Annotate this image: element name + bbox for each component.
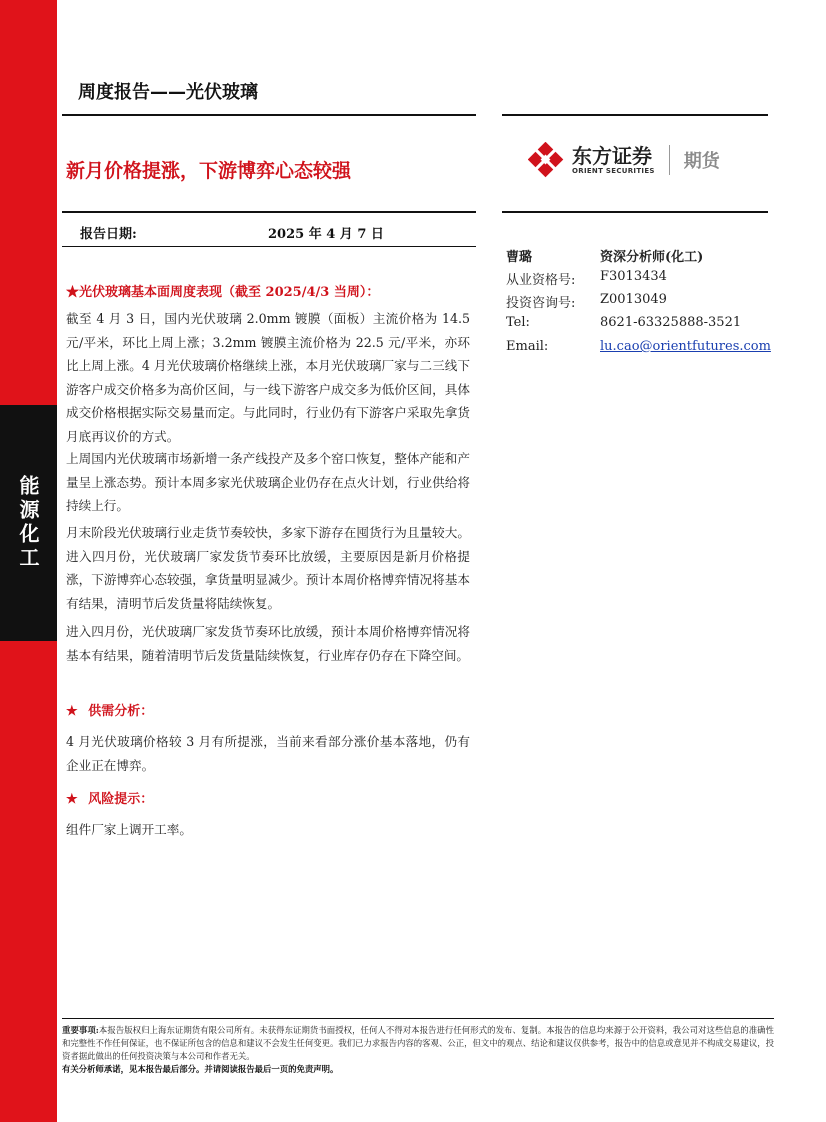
logo-wordmark: [572, 145, 655, 175]
sidebar-category-label: 能源化工: [16, 475, 40, 571]
fundamentals-paragraph-3: 月末阶段光伏玻璃行业走货节奏较快，多家下游存在囤货行为且量较大。进入四月份，光伏玻璃厂家发货节奏环比放缓，主要原因是新月价格提涨，下游博弈心态较强，拿货量明显减少。预计本周价格博弈情况将基本有结果，清明节后发货量将陆续恢复。: [66, 525, 470, 611]
analyst-consult-value: Z0013049: [600, 292, 667, 307]
fundamentals-paragraph-2: 上周国内光伏玻璃市场新增一条产线投产及多个窑口恢复，整体产能和产量呈上涨态势。预计本周多家光伏玻璃企业仍存在点火计划，行业供给将持续上行。: [66, 451, 470, 513]
footer-analyst-note: 有关分析师承诺，见本报告最后部分。并请阅读报告最后一页的免责声明。: [62, 1064, 339, 1074]
orient-diamond-logo-icon: [528, 142, 564, 178]
footer-disclaimer: [62, 1024, 774, 1063]
analyst-tel-value: 8621-63325888-3521: [600, 315, 742, 330]
logo-brand-cn: 东方证券: [572, 144, 652, 168]
analyst-license-label: 从业资格号:: [506, 273, 576, 288]
analyst-consult-label: 投资咨询号:: [506, 296, 576, 311]
report-date-label: 报告日期:: [80, 227, 137, 242]
date-rule-top-left: [62, 211, 476, 213]
analyst-license-value: F3013434: [600, 269, 667, 284]
logo-brand-en: ORIENT SECURITIES: [572, 167, 655, 175]
risk-paragraph: 组件厂家上调开工率。: [66, 822, 192, 837]
risk-heading: [66, 788, 153, 807]
star-icon: ★: [66, 704, 78, 719]
company-logo: [528, 142, 720, 178]
footer-text: 本报告版权归上海东证期货有限公司所有。未获得东证期货书面授权，任何人不得对本报告进行任何形式的发布、复制。本报告的信息均来源于公开资料，我公司对这些信息的准确性和完整性不作任何保证，也不保证所包含的信息和建议不会发生任何变更。我们已力求报告内容的客观、公正，但文中的观点、结论和建议仅供参考，报告中的信息或意见并不构成交易建议，投资者据此做出的任何投资决策与本公司和作者无关。: [62, 1025, 775, 1061]
logo-division: 期货: [683, 151, 720, 172]
supply-demand-heading-text: 供需分析：: [88, 704, 154, 719]
date-rule-top-right: [502, 211, 768, 213]
supply-demand-heading: [66, 700, 153, 719]
star-icon: ★: [66, 792, 78, 807]
fundamentals-heading: ★光伏玻璃基本面周度表现（截至 2025/4/3 当周）：: [66, 285, 380, 300]
report-date-value: 2025 年 4 月 7 日: [268, 227, 384, 242]
report-type-title: 周度报告——光伏玻璃: [78, 82, 258, 103]
fundamentals-paragraph-4: 进入四月份，光伏玻璃厂家发货节奏环比放缓，预计本周价格博弈情况将基本有结果，随着清明节后发货量陆续恢复，行业库存仍存在下降空间。: [66, 624, 470, 663]
supply-demand-paragraph: 4 月光伏玻璃价格较 3 月有所提涨，当前来看部分涨价基本落地，仍有企业正在博弈。: [66, 734, 470, 773]
report-headline: 新月价格提涨，下游博弈心态较强: [66, 160, 352, 182]
date-rule-bottom: [62, 246, 476, 247]
header-rule-right: [502, 114, 768, 116]
analyst-email-label: Email:: [506, 339, 549, 354]
analyst-title: 资深分析师(化工): [600, 250, 704, 265]
analyst-name: 曹璐: [506, 250, 533, 265]
header-rule-left: [62, 114, 476, 116]
analyst-email-link[interactable]: lu.cao@orientfutures.com: [600, 339, 771, 354]
logo-divider: [669, 145, 670, 175]
analyst-tel-label: Tel:: [506, 315, 530, 330]
sidebar-category-tab: [0, 405, 57, 641]
risk-heading-text: 风险提示：: [88, 792, 154, 807]
footer-rule: [62, 1018, 774, 1019]
footer-label: 重要事项:: [62, 1025, 99, 1035]
fundamentals-paragraph-1: 截至 4 月 3 日，国内光伏玻璃 2.0mm 镀膜（面板）主流价格为 14.5 元/平米，环比上周上涨；3.2mm 镀膜主流价格为 22.5 元/平米，亦环比上周上涨。4 月光伏玻璃价格继续上涨，本月光伏玻璃厂家与二三线下游客户成交价格多为高价区间，与一线下游客户成交多为低价区间，具体成交价格根据实际交易量而定。与此同时，行业仍有下游客户采取先拿货月底再议价的方式。: [66, 311, 470, 444]
